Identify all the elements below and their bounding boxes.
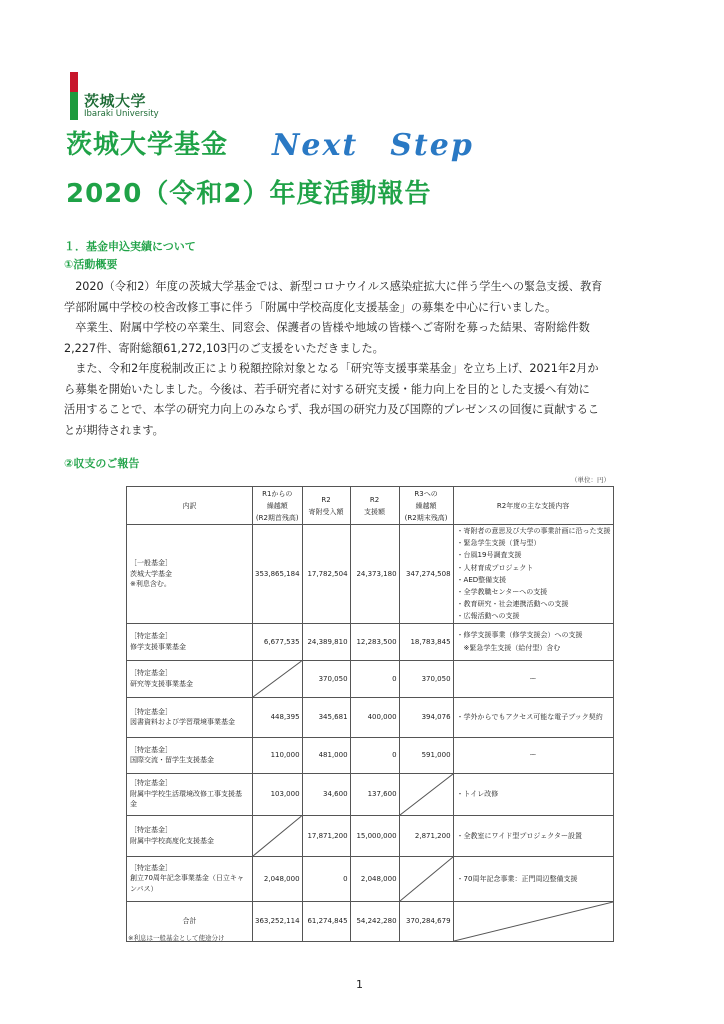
cell-paid: 24,373,180 bbox=[350, 525, 399, 624]
cell-carry-empty bbox=[253, 660, 303, 697]
cell-paid: 400,000 bbox=[350, 697, 399, 737]
activity-summary bbox=[64, 277, 638, 441]
cell-next: 18,783,845 bbox=[399, 623, 453, 660]
unit-label: （単位：円） bbox=[571, 476, 610, 484]
row-label: ［特定基金］ 附属中学校高度化支援基金 bbox=[127, 815, 253, 856]
diagonal-slash bbox=[253, 816, 302, 856]
table-row bbox=[127, 815, 614, 856]
page-title: 茨城大学基金 bbox=[66, 130, 229, 160]
total-carry: 363,252,114 bbox=[253, 901, 303, 941]
total-next: 370,284,679 bbox=[399, 901, 453, 941]
section-heading: １．基金申込実績について bbox=[64, 240, 196, 253]
cell-paid: 15,000,000 bbox=[350, 815, 399, 856]
subsection-heading-finance: ②収支のご報告 bbox=[64, 457, 140, 470]
table-row bbox=[127, 856, 614, 901]
logo-name-en: Ibaraki University bbox=[84, 109, 159, 119]
table-row bbox=[127, 773, 614, 815]
cell-carry: 103,000 bbox=[253, 773, 303, 815]
row-label: ［特定基金］ 研究等支援事業基金 bbox=[127, 660, 253, 697]
row-label: ［特定基金］ 附属中学校生活環境改修工事支援基 金 bbox=[127, 773, 253, 815]
summary-line: 卒業生、附属中学校の卒業生、同窓会、保護者の皆様や地域の皆様へご寄附を募った結果、寄附総件数 bbox=[64, 321, 590, 334]
header-item: 内訳 bbox=[127, 487, 253, 525]
total-label: 合計 bbox=[127, 901, 253, 941]
total-content-empty bbox=[453, 901, 613, 941]
cell-paid: 12,283,500 bbox=[350, 623, 399, 660]
header-next: R3への 繰越額 (R2期末残高) bbox=[399, 487, 453, 525]
header-received: R2 寄附受入額 bbox=[302, 487, 350, 525]
cell-next: 347,274,508 bbox=[399, 525, 453, 624]
cell-carry: 6,677,535 bbox=[253, 623, 303, 660]
total-paid: 54,242,280 bbox=[350, 901, 399, 941]
cell-carry: 2,048,000 bbox=[253, 856, 303, 901]
header-carry: R1からの 繰越額 (R2期首残高) bbox=[253, 487, 303, 525]
table-row bbox=[127, 660, 614, 697]
summary-line: また、令和2年度税制改正により税額控除対象となる「研究等支援事業基金」を立ち上げ、2021年2月か bbox=[64, 362, 599, 375]
diagonal-slash bbox=[253, 661, 302, 697]
table-row bbox=[127, 623, 614, 660]
summary-line: 活用することで、本学の研究力向上のみならず、我が国の研究力及び国際的プレゼンスの回復に貢献するこ bbox=[64, 403, 600, 416]
cell-received: 370,050 bbox=[302, 660, 350, 697]
summary-line: とが期待されます。 bbox=[64, 423, 164, 437]
table-row bbox=[127, 737, 614, 773]
cell-paid: 2,048,000 bbox=[350, 856, 399, 901]
cell-next: 394,076 bbox=[399, 697, 453, 737]
cell-next-empty bbox=[399, 856, 453, 901]
cell-content: ・寄附者の意思及び大学の事業計画に沿った支援 ・緊急学生支援（貸与型） ・台風19号調査支援 ・人材育成プロジェクト ・AED整備支援 ・全学教職センターへの支援 ・教育研究・社会連携活動への支援 ・広報活動への支援 bbox=[453, 525, 613, 624]
row-label: ［特定基金］ 創立70周年記念事業基金（日立キャ ンパス） bbox=[127, 856, 253, 901]
cell-content: ・修学支援事業（修学支援会）への支援 ※緊急学生支援（給付型）含む bbox=[453, 623, 613, 660]
cell-content: ・全教室にワイド型プロジェクター設置 bbox=[453, 815, 613, 856]
cell-paid: 137,600 bbox=[350, 773, 399, 815]
cell-carry-empty bbox=[253, 815, 303, 856]
cell-content: ・学外からでもアクセス可能な電子ブック契約 bbox=[453, 697, 613, 737]
cell-content: ・70周年記念事業：正門周辺整備支援 bbox=[453, 856, 613, 901]
summary-line: 2,227件、寄附総額61,272,103円のご支援をいただきました。 bbox=[64, 341, 384, 355]
summary-line: 2020（令和2）年度の茨城大学基金では、新型コロナウイルス感染症拡大に伴う学生への緊急支援、教育 bbox=[64, 280, 603, 293]
row-label: ［特定基金］ 図書資料および学習環境事業基金 bbox=[127, 697, 253, 737]
cell-received: 17,871,200 bbox=[302, 815, 350, 856]
header-content: R2年度の主な支援内容 bbox=[453, 487, 613, 525]
summary-line: ら募集を開始いたしました。今後は、若手研究者に対する研究支援・能力向上を目的とした支援へ有効に bbox=[64, 382, 590, 396]
university-logo bbox=[68, 72, 168, 122]
total-received: 61,274,845 bbox=[302, 901, 350, 941]
logo-name: 茨城大学 bbox=[84, 92, 147, 110]
table-header-row bbox=[127, 487, 614, 525]
cell-carry: 448,395 bbox=[253, 697, 303, 737]
cell-received: 24,389,810 bbox=[302, 623, 350, 660]
cell-content: ー bbox=[453, 737, 613, 773]
row-label: ［一般基金］ 茨城大学基金 ※利息含む。 bbox=[127, 525, 253, 624]
subsection-heading-activity: ①活動概要 bbox=[64, 258, 118, 271]
cell-content: ー bbox=[453, 660, 613, 697]
cell-received: 34,600 bbox=[302, 773, 350, 815]
cell-carry: 110,000 bbox=[253, 737, 303, 773]
logo-mark-icon bbox=[68, 72, 80, 120]
diagonal-slash bbox=[400, 857, 453, 901]
row-label: ［特定基金］ 国際交流・留学生支援基金 bbox=[127, 737, 253, 773]
cell-received: 481,000 bbox=[302, 737, 350, 773]
cell-paid: 0 bbox=[350, 660, 399, 697]
cell-paid: 0 bbox=[350, 737, 399, 773]
table-row bbox=[127, 697, 614, 737]
table-row bbox=[127, 525, 614, 624]
cell-next: 370,050 bbox=[399, 660, 453, 697]
cell-received: 17,782,504 bbox=[302, 525, 350, 624]
page-title-en: Next Step bbox=[272, 128, 474, 163]
diagonal-slash bbox=[454, 902, 613, 941]
row-label: ［特定基金］ 修学支援事業基金 bbox=[127, 623, 253, 660]
cell-next: 591,000 bbox=[399, 737, 453, 773]
summary-line: 学部附属中学校の校舎改修工事に伴う「附属中学校高度化支援基金」の募集を中心に行いました。 bbox=[64, 300, 557, 314]
page-subtitle: 2020（令和2）年度活動報告 bbox=[66, 179, 432, 209]
cell-received: 345,681 bbox=[302, 697, 350, 737]
cell-carry: 353,865,184 bbox=[253, 525, 303, 624]
table-note: ※利息は一般基金として使途分け bbox=[128, 934, 225, 942]
page-number: 1 bbox=[356, 978, 363, 991]
cell-received: 0 bbox=[302, 856, 350, 901]
diagonal-slash bbox=[400, 774, 453, 815]
header-paid: R2 支援額 bbox=[350, 487, 399, 525]
finance-table bbox=[126, 486, 614, 942]
cell-next-empty bbox=[399, 773, 453, 815]
cell-next: 2,871,200 bbox=[399, 815, 453, 856]
cell-content: ・トイレ改修 bbox=[453, 773, 613, 815]
